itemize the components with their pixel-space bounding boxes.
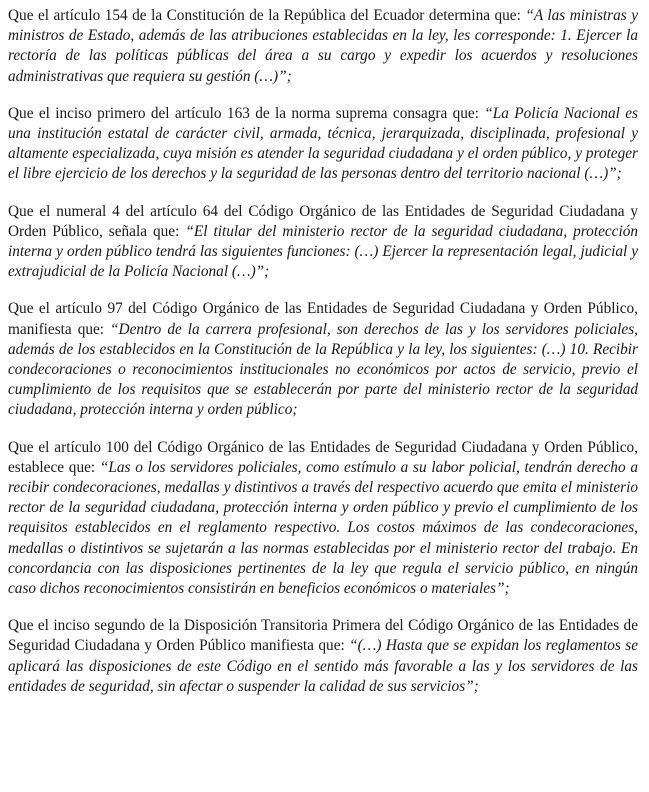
paragraph-quote: “La Policía Nacional es una institución estatal de carácter civil, armada, técnica, jerarquizada, disciplinada, profesional y altamente especializada, cuya misión es atender la seguridad ciudadana y el orden público, y proteger el libre ejercicio de los derechos y la seguridad de las personas dentro del territorio nacional (…)”;	[8, 104, 638, 183]
paragraph-quote: “(…) Hasta que se expidan los reglamentos se aplicará las disposiciones de este Código en el sentido más favorable a las y los servidores de las entidades de seguridad, sin afectar o suspender la calidad de sus servicios”;	[8, 637, 638, 695]
paragraph-article-97	[8, 299, 638, 420]
paragraph-quote: “Las o los servidores policiales, como estímulo a su labor policial, tendrán derecho a recibir condecoraciones, medallas y distintivos a través del respectivo acuerdo que emita el ministerio rector de la seguridad ciudadana, protección interna y orden público y previo el cumplimiento de los requisitos establecidos en el reglamento respectivo. Los costos máximos de las condecoraciones, medallas o distintivos se sujetarán a las normas establecidas por el ministerio rector del trabajo. En concordancia con las disposiciones pertinentes de la ley que regula el servicio público, en ningún caso dichos reconocimientos consistirán en beneficios económicos o materiales”;	[8, 458, 638, 598]
paragraph-intro: Que el inciso primero del artículo 163 de la norma suprema consagra que:	[8, 104, 485, 122]
paragraph-transitory-provision	[8, 616, 638, 697]
paragraph-article-64	[8, 202, 638, 283]
paragraph-intro: Que el inciso segundo de la Disposición Transitoria Primera del Código Orgánico de las Entidades de Seguridad Ciudadana y Orden Público manifiesta que:	[8, 617, 638, 655]
document-page	[8, 6, 638, 714]
paragraph-quote: “Dentro de la carrera profesional, son derechos de las y los servidores policiales, además de los establecidos en la Constitución de la República y la ley, los siguientes: (…) 10. Recibir condecoraciones o reconocimientos institucionales no económicos por actos de servicio, previo el cumplimiento de los requisitos que se establecerán por parte del ministerio rector de la seguridad ciudadana, protección interna y orden público;	[8, 320, 639, 419]
paragraph-article-163	[8, 104, 638, 185]
paragraph-intro: Que el artículo 154 de la Constitución de la República del Ecuador determina que:	[8, 7, 526, 24]
paragraph-article-100	[8, 438, 638, 600]
paragraph-article-154	[8, 6, 638, 87]
paragraph-quote: “El titular del ministerio rector de la seguridad ciudadana, protección interna y orden público tendrá las siguientes funciones: (…) Ejercer la representación legal, judicial y extrajudicial de la Policía Nacional (…)”;	[8, 222, 638, 281]
paragraph-quote: “A las ministras y ministros de Estado, además de las atribuciones establecidas en la ley, les corresponde: 1. Ejercer la rectoría de las políticas públicas del área a su cargo y expedir los acuerdos y resoluciones administrativas que requiera su gestión (…)”;	[8, 7, 638, 85]
paragraph-intro: Que el artículo 100 del Código Orgánico de las Entidades de Seguridad Ciudadana y Orden Público, establece que:	[8, 438, 638, 476]
paragraph-intro: Que el artículo 97 del Código Orgánico de las Entidades de Seguridad Ciudadana y Orden Público, manifiesta que:	[8, 300, 638, 338]
paragraph-intro: Que el numeral 4 del artículo 64 del Código Orgánico de las Entidades de Seguridad Ciudadana y Orden Público, señala que:	[8, 202, 638, 240]
